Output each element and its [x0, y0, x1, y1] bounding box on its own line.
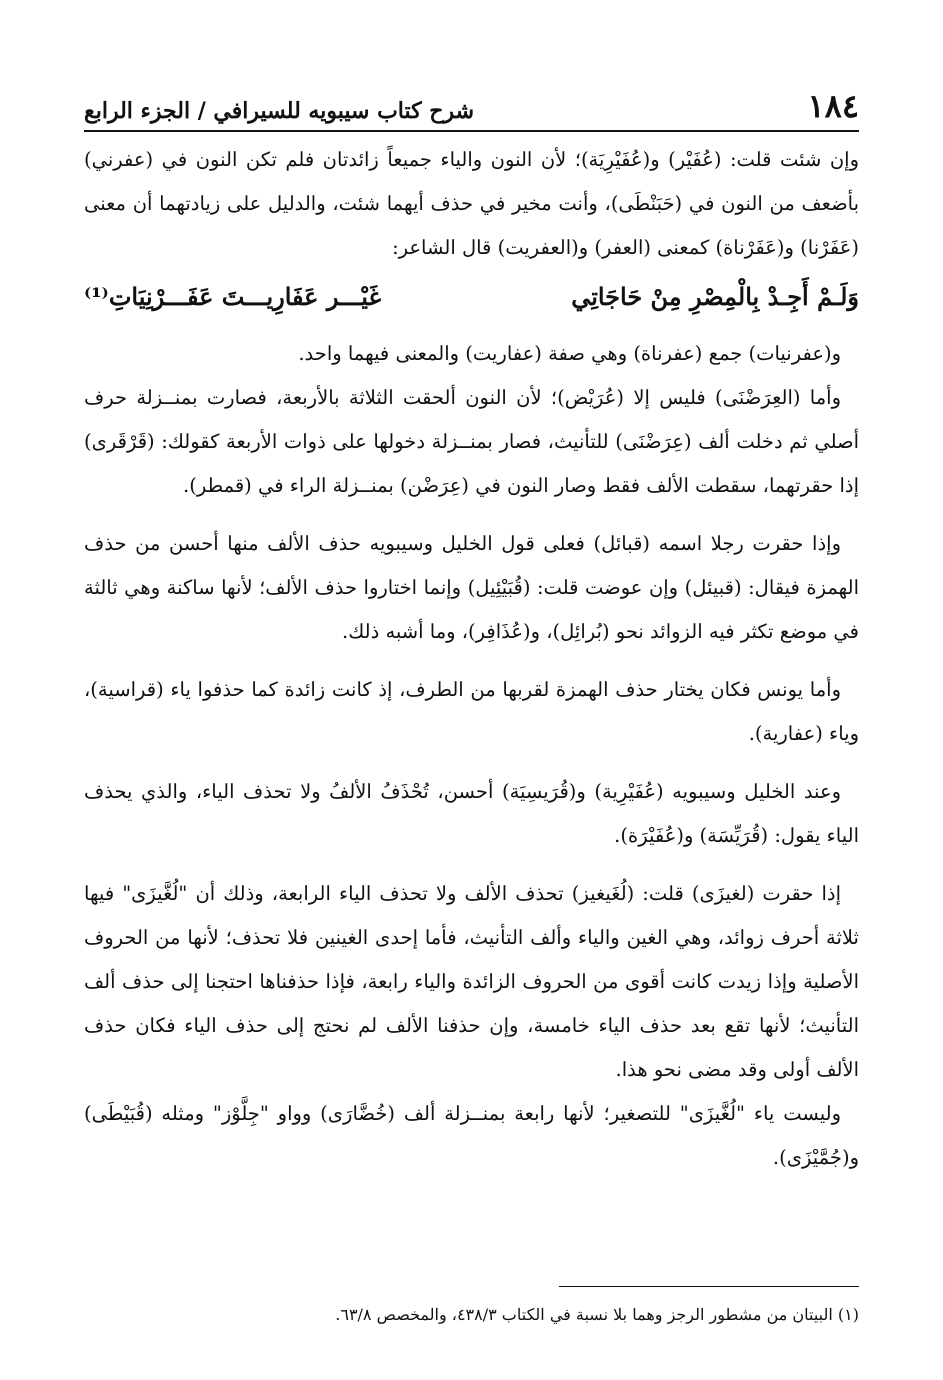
poem-second-hemistich: غَيْـــر عَفَارِيـــتَ عَفَـــرْنِيَاتِ⁽¹⁾ — [84, 282, 381, 311]
paragraph-8: وليست ياء "لُغَّيزَى" للتصغير؛ لأنها رابعة بمنــزلة ألف (خُضَّارَى) وواو "جِلَّوْز" ومثله (قُبَيْطَى) و(جُمَّيْزَى). — [84, 1102, 859, 1169]
paragraph-5: وأما يونس فكان يختار حذف الهمزة لقربها من الطرف، إذ كانت زائدة كما حذفوا ياء (قراسية)، وياء (عفارية). — [84, 678, 859, 745]
page-number: ١٨٤ — [807, 87, 859, 125]
paragraph-2: و(عفرنيات) جمع (عفرناة) وهي صفة (عفاريت) والمعنى فيهما واحد. — [298, 342, 841, 365]
footnote-divider — [559, 1286, 859, 1287]
page-body — [84, 138, 859, 1180]
footnote: (١) البيتان من مشطور الرجز وهما بلا نسبة في الكتاب ٤٣٨/٣، والمخصص ٦٣/٨. — [335, 1305, 859, 1324]
paragraph-4: وإذا حقرت رجلا اسمه (قبائل) فعلى قول الخليل وسيبويه حذف الألف منها أحسن من حذف الهمزة فيقال: (قبيئل) وإن عوضت قلت: (قُبَيْئِيل) وإنما اختاروا حذف الألف؛ لأنها ساكنة وهي ثالثة في موضع تكثر فيه الزوائد نحو (بُرائِل)، و(عُذَافِر)، وما أشبه ذلك. — [84, 532, 859, 643]
poem-verse — [84, 272, 859, 322]
paragraph-7: إذا حقرت (لغيزَى) قلت: (لُغَيغيز) تحذف الألف ولا تحذف الياء الرابعة، وذلك أن "لُغَّيزَى" فيها ثلاثة أحرف زوائد، وهي الغين والياء وألف التأنيث، فأما إحدى الغينين فلا تحذف؛ لأنها من الحروف الأصلية وإذا زيدت كانت أقوى من الحروف الزائدة والياء رابعة، فإذا حذفناها احتجنا إلى حذف ألف التأنيث؛ لأنها تقع بعد حذف الياء خامسة، وإن حذفنا الألف لم نحتج إلى حذف الياء فكان حذف الألف أولى وقد مضى نحو هذا. — [84, 882, 859, 1081]
poem-first-hemistich: وَلَـمْ أَجِـدْ بِالْمِصْرِ مِنْ حَاجَاتِي — [571, 282, 859, 311]
running-title: شرح كتاب سيبويه للسيرافي / الجزء الرابع — [84, 98, 475, 124]
paragraph-3: وأما (العِرَضْنَى) فليس إلا (عُرَيْض)؛ لأن النون ألحقت الثلاثة بالأربعة، فصارت بمنــزلة حرف أصلي ثم دخلت ألف (عِرَضْنَى) للتأنيث، فصار بمنــزلة دخولها على ذوات الأربعة كقولك: (قَرْقَرى) إذا حقرتهما، سقطت الألف فقط وصار النون في (عِرَضْن) بمنــزلة الراء في (قمطر). — [84, 386, 859, 497]
page-header — [84, 66, 859, 132]
paragraph-1: وإن شئت قلت: (عُفَيْر) و(عُفَيْرِيَة)؛ لأن النون والياء جميعاً زائدتان فلم تكن النون في (عفرني) بأضعف من النون في (حَبَنْطَى)، وأنت مخير في حذف أيهما شئت، والدليل على زيادتهما أن معنى (عَفَرْنا) و(عَفَرْناة) كمعنى (العفر) و(العفريت) قال الشاعر: — [84, 148, 859, 259]
paragraph-6: وعند الخليل وسيبويه (عُفَيْرِية) و(قُرَيسِيَة) أحسن، تُحْذَفُ الألفُ ولا تحذف الياء، والذي يحذف الياء يقول: (قُرَيِّسَة) و(عُفَيْرَة). — [84, 780, 859, 847]
